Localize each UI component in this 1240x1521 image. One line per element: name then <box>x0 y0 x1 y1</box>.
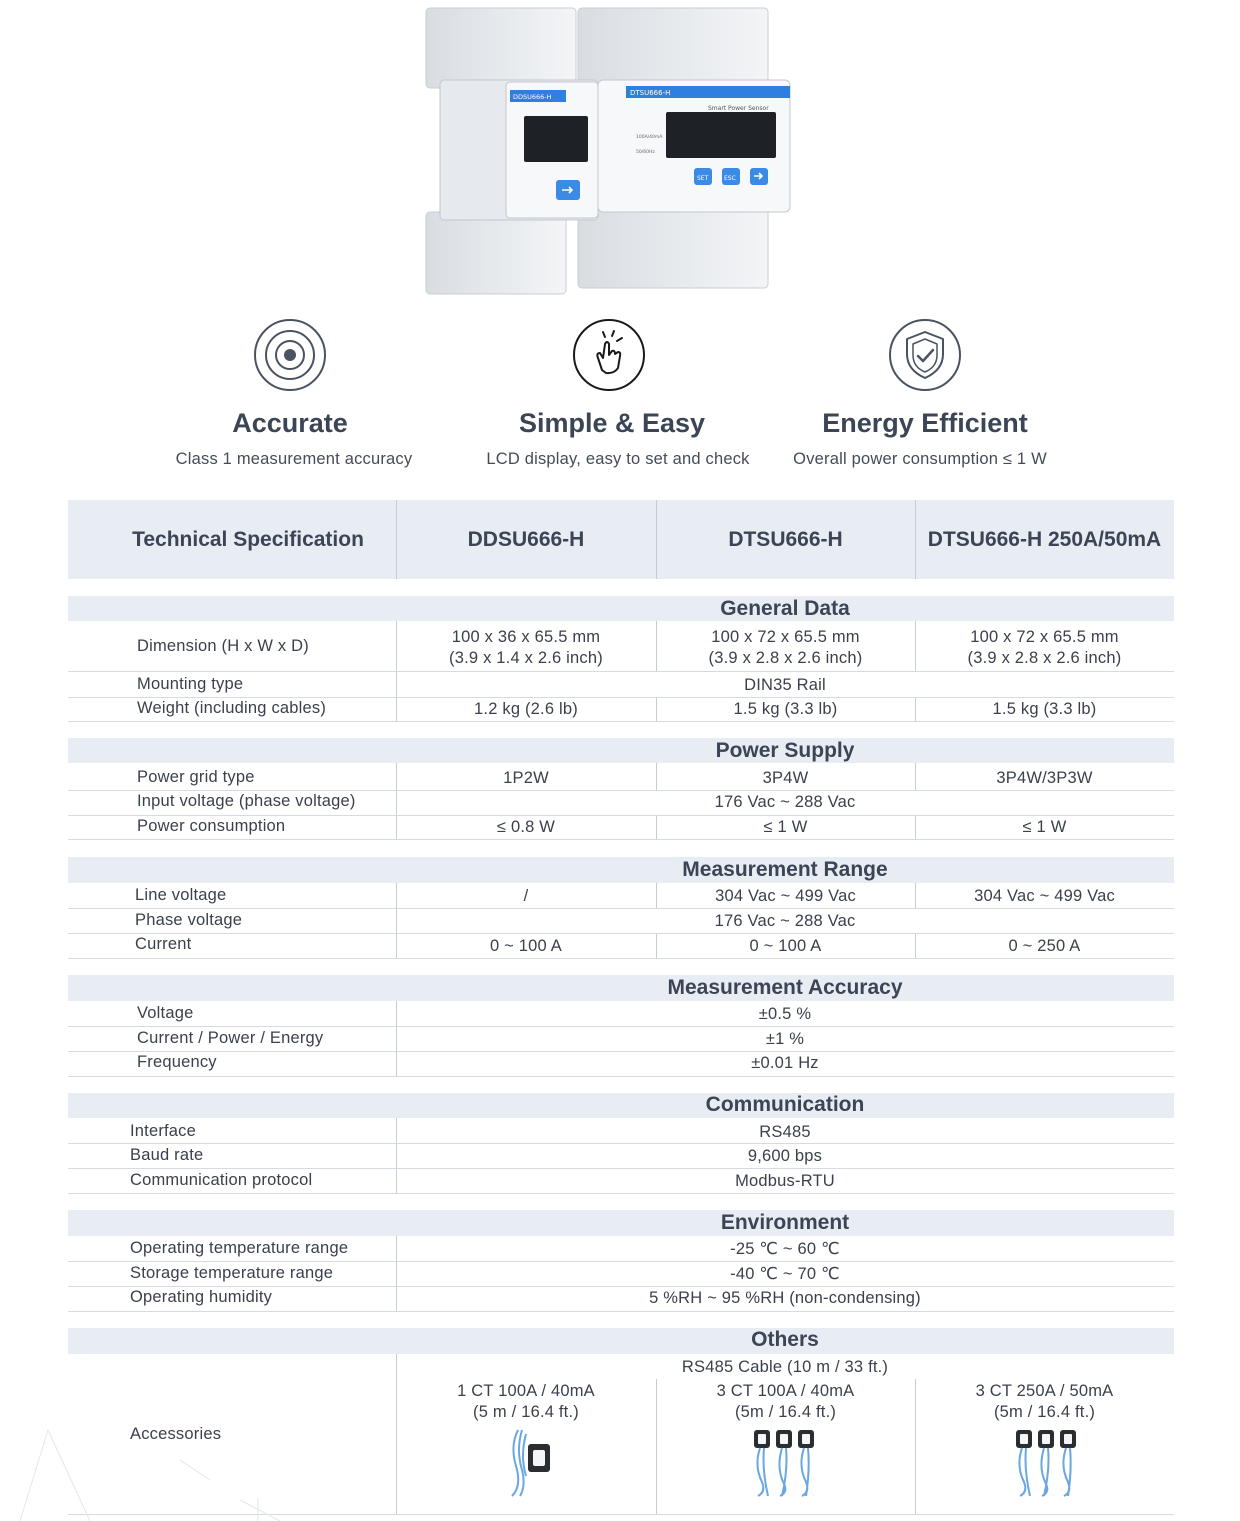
cell-dimension-dtsu-inch: (3.9 x 2.8 x 2.6 inch) <box>708 649 863 667</box>
cell-dimension-ddsu: 100 x 36 x 65.5 mm <box>451 628 601 646</box>
dtsu-sensor-text: Smart Power Sensor <box>708 105 769 112</box>
divider <box>68 721 1174 722</box>
row-label-cpe-accuracy: Current / Power / Energy <box>137 1029 324 1047</box>
row-label-storage-temperature: Storage temperature range <box>130 1264 334 1282</box>
row-label-frequency-accuracy: Frequency <box>137 1053 217 1071</box>
divider <box>915 500 916 579</box>
cell-phase-voltage: 176 Vac ~ 288 Vac <box>714 912 856 930</box>
divider <box>68 1193 1174 1194</box>
cell-dimension-dtsu250-inch: (3.9 x 2.8 x 2.6 inch) <box>967 649 1122 667</box>
feature-title-efficient: Energy Efficient <box>822 408 1028 438</box>
cell-humidity: 5 %RH ~ 95 %RH (non-condensing) <box>649 1289 921 1307</box>
divider <box>68 1286 1174 1287</box>
feature-desc-simple: LCD display, easy to set and check <box>486 450 750 468</box>
cell-current-dtsu: 0 ~ 100 A <box>749 937 822 955</box>
row-label-accessories: Accessories <box>130 1425 222 1443</box>
row-label-humidity: Operating humidity <box>130 1288 273 1306</box>
dtsu-freq-text: 50/60Hz <box>636 150 655 155</box>
divider <box>68 671 1174 672</box>
cell-weight-dtsu: 1.5 kg (3.3 lb) <box>733 700 838 718</box>
section-title-environment: Environment <box>720 1211 850 1234</box>
feature-desc-accurate: Class 1 measurement accuracy <box>175 450 413 468</box>
ddsu-model-text: DDSU666-H <box>513 93 552 101</box>
cell-dimension-ddsu-inch: (3.9 x 1.4 x 2.6 inch) <box>449 649 603 667</box>
row-label-protocol: Communication protocol <box>130 1171 313 1189</box>
row-label-mounting: Mounting type <box>137 675 244 693</box>
single-ct-image <box>500 1426 556 1498</box>
cell-voltage-accuracy: ±0.5 % <box>758 1005 812 1023</box>
feature-title-accurate: Accurate <box>232 408 348 438</box>
divider <box>396 1354 397 1514</box>
cell-ct-dtsu250-length: (5m / 16.4 ft.) <box>993 1403 1096 1421</box>
cell-consumption-dtsu: ≤ 1 W <box>763 818 808 836</box>
divider <box>68 790 1174 791</box>
cell-weight-ddsu: 1.2 kg (2.6 lb) <box>474 700 578 718</box>
divider <box>68 1168 1174 1169</box>
table-header-spec: Technical Specification <box>68 500 428 579</box>
cell-operating-temperature: -25 ℃ ~ 60 ℃ <box>730 1240 840 1258</box>
dtsu666-device <box>578 8 790 288</box>
section-title-range: Measurement Range <box>682 858 888 881</box>
divider <box>68 1143 1174 1144</box>
feature-desc-efficient: Overall power consumption ≤ 1 W <box>793 450 1047 468</box>
cell-storage-temperature: -40 ℃ ~ 70 ℃ <box>730 1265 840 1283</box>
decorative-lines <box>0 1420 300 1521</box>
row-label-phase-voltage: Phase voltage <box>135 911 243 929</box>
row-label-voltage-accuracy: Voltage <box>137 1004 194 1022</box>
table-header-dtsu: DTSU666-H <box>656 500 915 579</box>
cell-grid-dtsu: 3P4W <box>762 769 809 787</box>
divider <box>68 1026 1174 1027</box>
divider <box>68 1261 1174 1262</box>
cell-dimension-dtsu250: 100 x 72 x 65.5 mm <box>970 628 1119 646</box>
divider <box>68 958 1174 959</box>
section-title-power: Power Supply <box>715 739 855 762</box>
cell-current-dtsu250: 0 ~ 250 A <box>1008 937 1081 955</box>
touch-hand-icon <box>572 318 646 392</box>
row-label-input: Input voltage (phase voltage) <box>137 792 356 810</box>
row-label-operating-temperature: Operating temperature range <box>130 1239 349 1257</box>
triple-ct-image <box>748 1426 824 1498</box>
cell-mounting: DIN35 Rail <box>744 676 826 694</box>
cell-current-ddsu: 0 ~ 100 A <box>490 937 562 955</box>
divider <box>396 500 397 579</box>
cell-dimension-dtsu: 100 x 72 x 65.5 mm <box>711 628 860 646</box>
row-label-baud: Baud rate <box>130 1146 204 1164</box>
section-title-communication: Communication <box>705 1093 865 1116</box>
esc-key-text: ESC <box>724 175 736 182</box>
section-title-accuracy: Measurement Accuracy <box>667 976 903 999</box>
dtsu-model-text: DTSU666-H <box>630 89 671 97</box>
divider <box>68 697 1174 698</box>
table-header-dtsu-250: DTSU666-H 250A/50mA <box>915 500 1174 579</box>
cell-input: 176 Vac ~ 288 Vac <box>714 793 856 811</box>
feature-title-simple: Simple & Easy <box>518 408 706 438</box>
set-key-text: SET <box>697 175 709 182</box>
cell-ct-dtsu-length: (5m / 16.4 ft.) <box>734 1403 837 1421</box>
divider <box>68 1051 1174 1052</box>
row-label-current: Current <box>135 935 192 953</box>
row-label-interface: Interface <box>130 1122 197 1140</box>
divider <box>68 839 1174 840</box>
cell-consumption-ddsu: ≤ 0.8 W <box>496 818 556 836</box>
row-label-weight: Weight (including cables) <box>137 699 327 717</box>
divider <box>68 933 1174 934</box>
shield-check-icon <box>888 318 962 392</box>
cell-interface: RS485 <box>759 1123 811 1141</box>
cell-ct-dtsu: 3 CT 100A / 40mA <box>716 1382 855 1400</box>
triple-ct-250-image <box>1010 1426 1086 1498</box>
cell-weight-dtsu250: 1.5 kg (3.3 lb) <box>992 700 1097 718</box>
cell-grid-ddsu: 1P2W <box>503 769 549 787</box>
section-title-general: General Data <box>720 597 850 620</box>
row-label-grid: Power grid type <box>137 768 255 786</box>
ddsu666-device <box>426 8 598 294</box>
cell-consumption-dtsu250: ≤ 1 W <box>1022 818 1067 836</box>
row-label-line-voltage: Line voltage <box>135 886 227 904</box>
target-icon <box>253 318 327 392</box>
row-label-consumption: Power consumption <box>137 817 286 835</box>
cell-protocol: Modbus-RTU <box>735 1172 835 1190</box>
cell-cpe-accuracy: ±1 % <box>765 1030 805 1048</box>
divider <box>68 1076 1174 1077</box>
divider <box>656 500 657 579</box>
cell-grid-dtsu250: 3P4W/3P3W <box>996 769 1093 787</box>
divider <box>68 1311 1174 1312</box>
cell-ct-ddsu: 1 CT 100A / 40mA <box>457 1382 595 1400</box>
table-header-ddsu: DDSU666-H <box>396 500 656 579</box>
cell-rs485-cable: RS485 Cable (10 m / 33 ft.) <box>681 1358 889 1376</box>
section-title-others: Others <box>751 1328 819 1351</box>
divider <box>68 908 1174 909</box>
cell-line-voltage-dtsu: 304 Vac ~ 499 Vac <box>715 887 856 905</box>
cell-baud: 9,600 bps <box>747 1147 823 1165</box>
cell-frequency-accuracy: ±0.01 Hz <box>751 1054 819 1072</box>
cell-ct-ddsu-length: (5 m / 16.4 ft.) <box>473 1403 579 1421</box>
cell-line-voltage-dtsu250: 304 Vac ~ 499 Vac <box>974 887 1115 905</box>
cell-ct-dtsu250: 3 CT 250A / 50mA <box>975 1382 1114 1400</box>
dtsu-rating-text: 100A/40mA <box>636 135 663 140</box>
cell-line-voltage-ddsu: / <box>523 887 529 905</box>
divider <box>68 815 1174 816</box>
product-image <box>420 0 800 300</box>
row-label-dimension: Dimension (H x W x D) <box>137 637 309 655</box>
